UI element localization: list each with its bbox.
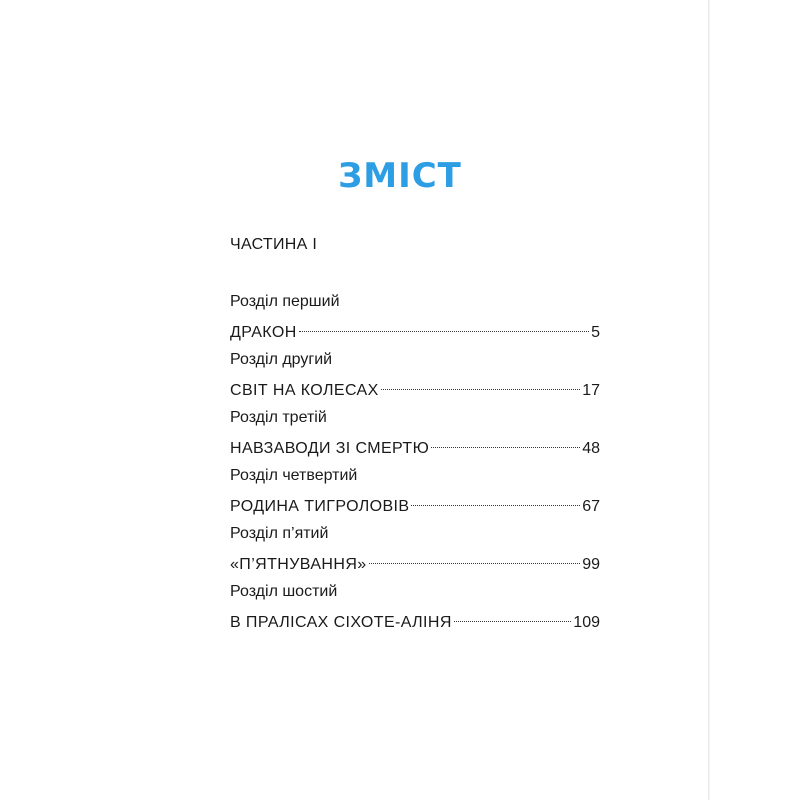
part-heading: ЧАСТИНА І <box>230 236 318 253</box>
chapter-row <box>230 610 600 636</box>
chapter-row <box>230 494 600 520</box>
chapter-label: Розділ перший <box>230 293 340 310</box>
page-number: 17 <box>582 382 600 399</box>
dot-leader <box>381 389 581 390</box>
toc-entry <box>230 290 600 348</box>
page-number: 67 <box>582 498 600 515</box>
chapter-row <box>230 378 600 404</box>
dot-leader <box>299 331 589 332</box>
toc-entry <box>230 464 600 522</box>
chapter-label: Розділ шостий <box>230 583 338 600</box>
chapter-row <box>230 320 600 346</box>
page-edge-divider <box>708 0 710 800</box>
page-title: ЗМІСТ <box>338 156 462 196</box>
chapter-title: СВІТ НА КОЛЕСАХ <box>230 382 379 399</box>
chapter-title: ДРАКОН <box>230 324 297 341</box>
chapter-label: Розділ четвертий <box>230 467 358 484</box>
chapter-label: Розділ другий <box>230 351 333 368</box>
page-number: 109 <box>573 614 600 631</box>
chapter-title: РОДИНА ТИГРОЛОВІВ <box>230 498 410 515</box>
toc-entry <box>230 522 600 580</box>
page-number: 48 <box>582 440 600 457</box>
dot-leader <box>454 621 571 622</box>
table-of-contents <box>230 290 600 638</box>
chapter-title: НАВЗАВОДИ ЗІ СМЕРТЮ <box>230 440 430 457</box>
toc-entry <box>230 406 600 464</box>
chapter-row <box>230 552 600 578</box>
dot-leader <box>411 505 580 506</box>
dot-leader <box>431 447 580 448</box>
chapter-label: Розділ третій <box>230 409 327 426</box>
dot-leader <box>369 563 581 564</box>
chapter-title: «П’ЯТНУВАННЯ» <box>230 556 367 573</box>
chapter-label: Розділ п’ятий <box>230 525 329 542</box>
chapter-row <box>230 436 600 462</box>
toc-entry <box>230 348 600 406</box>
page-number: 5 <box>591 324 600 341</box>
toc-entry <box>230 580 600 638</box>
page-number: 99 <box>582 556 600 573</box>
chapter-title: В ПРАЛІСАХ СІХОТЕ-АЛІНЯ <box>230 614 452 631</box>
